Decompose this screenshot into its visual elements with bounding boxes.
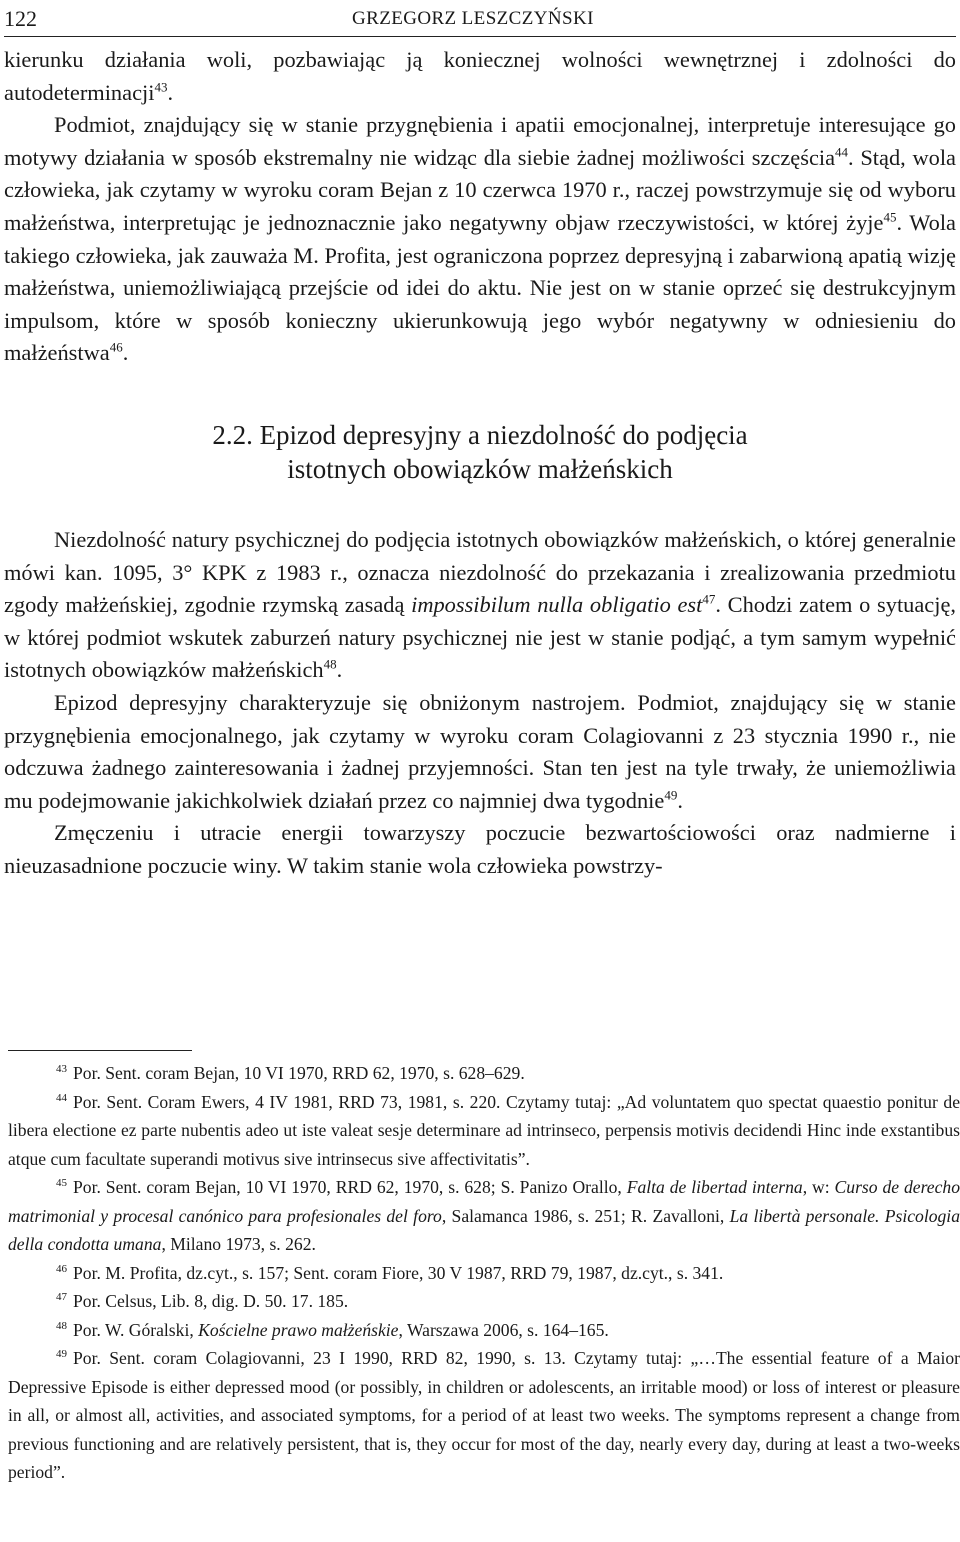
paragraph-text: . xyxy=(677,787,683,813)
latin-maxim: impossibilum nulla obligatio est xyxy=(411,592,703,618)
running-header xyxy=(4,6,956,32)
paragraph-5 xyxy=(4,817,956,882)
paragraph-2 xyxy=(4,109,956,370)
footnote-number: 45 xyxy=(56,1177,67,1190)
footnote-number: 48 xyxy=(56,1319,67,1332)
footnote-number: 49 xyxy=(56,1348,67,1361)
book-title: Falta de libertad interna xyxy=(626,1177,803,1197)
footnote-47 xyxy=(8,1287,960,1316)
footnote-number: 44 xyxy=(56,1091,67,1104)
paragraph-text: Niezdolność natury psychicznej do podjęcia istotnych obowiązków małżeńskich, o której generalnie mówi kan. 1095, 3° KPK z 1983 r., oznacza niezdolność do przekazania i zrealizowania przedmiotu zgody małżeńskiej, zgodnie rzymską zasadą xyxy=(4,526,956,618)
footnote-text: Por. Sent. coram Bejan, 10 VI 1970, RRD 62, 1970, s. 628–629. xyxy=(73,1063,525,1083)
paragraph-text: . xyxy=(167,79,174,105)
book-title: Kościelne prawo małżeńskie xyxy=(198,1319,399,1340)
paragraph-text: . Wola takiego człowieka, jak zauważa M. Profita, jest ograniczona poprzez depresyjną i zabarwioną apatią wizję małżeństwa, uniemożliwiającą przejście od idei do aktu. Nie jest on w stanie oprzeć się destrukcyjnym impulsom, które w sposób konieczny ukierunkowują jego wybór negatywny w odniesieniu do małżeństwa xyxy=(4,209,956,366)
section-heading-line-1: 2.2. Epizod depresyjny a niezdolność do podjęcia xyxy=(212,419,748,450)
paragraph-text: Podmiot, znajdujący się w stanie przygnębienia i apatii emocjonalnej, interpretuje interesujące go motywy działania w sposób ekstremalny nie widząc dla siebie żadnej możliwości szczęścia xyxy=(4,112,956,170)
paragraph-text: kierunku działania woli, pozbawiając ją koniecznej wolności wewnętrznej i zdolności do autodeterminacji xyxy=(4,47,956,105)
footnote-45 xyxy=(8,1173,960,1259)
footnote-text: Por. M. Profita, dz.cyt., s. 157; Sent. coram Fiore, 30 V 1987, RRD 79, 1987, dz.cyt., s. 341. xyxy=(73,1262,724,1283)
footnotes xyxy=(8,1059,960,1487)
footnote-text: Por. W. Góralski, xyxy=(73,1319,199,1340)
footnote-43 xyxy=(8,1059,960,1088)
footnote-text: , Salamanca 1986, s. 251; R. Zavalloni, xyxy=(441,1205,730,1226)
footnote-text: Por. Sent. coram Colagiovanni, 23 I 1990, RRD 82, 1990, s. 13. Czytamy tutaj: „…The essential feature of a Maior Depressive Episode is either depressed mood (or possibly, in children or adolescents, an irritable mood) or loss of interest or pleasure in all, or almost all, activities, and associated symptoms, for a period of at least two weeks. The symptoms represent a change from previous functioning and are relatively persistent, that is, they occur for most of the day, nearly every day, during at least a two-weeks period”. xyxy=(8,1348,960,1482)
footnote-ref-49[interactable]: 49 xyxy=(664,787,678,803)
paragraph-text: . Chodzi zatem o sytuację, w której podmiot wskutek zaburzeń natury psychicznej nie jest w stanie podjąć, a tym samym wypełnić istotnych obowiązków małżeńskich xyxy=(4,592,956,683)
footnote-49 xyxy=(8,1344,960,1487)
footnote-text: Por. Celsus, Lib. 8, dig. D. 50. 17. 185. xyxy=(73,1291,349,1311)
footnote-ref-44[interactable]: 44 xyxy=(835,144,849,160)
footnote-ref-45[interactable]: 45 xyxy=(883,209,897,225)
footnote-text: Por. Sent. coram Bejan, 10 VI 1970, RRD 62, 1970, s. 628; S. Panizo Orallo, xyxy=(73,1177,627,1197)
footnote-text: Por. Sent. Coram Ewers, 4 IV 1981, RRD 73, 1981, s. 220. Czytamy tutaj: „Ad voluntatem quo spectat quaestio ponitur de libera electione ez parte nubentis adeo ut iste valeat sesje determinare ad intrinseco, perpensis motivis decidendi Hinc inde exstantibus atque cum facultate superandi motivus sive intrinsecus sive affectivitatis”. xyxy=(8,1091,960,1169)
paragraph-text: . xyxy=(336,657,343,683)
footnote-ref-46[interactable]: 46 xyxy=(109,339,123,355)
paragraph-1 xyxy=(4,44,956,109)
header-rule xyxy=(4,36,956,37)
footnote-ref-48[interactable]: 48 xyxy=(323,656,337,672)
footnote-48 xyxy=(8,1316,960,1345)
footnote-text: , w: xyxy=(802,1177,835,1197)
paragraph-3 xyxy=(4,524,956,687)
section-heading xyxy=(4,418,956,486)
footnote-number: 46 xyxy=(56,1262,67,1275)
paragraph-4 xyxy=(4,687,956,817)
paragraph-text: Zmęczeniu i utracie energii towarzyszy poczucie bezwartościowości oraz nadmierne i nieuzasadnione poczucie winy. W takim stanie wola człowieka powstrzy- xyxy=(4,820,956,878)
paragraph-text: Epizod depresyjny charakteryzuje się obniżonym nastrojem. Podmiot, znajdujący się w stanie przygnębienia emocjonalnego, jak czytamy w wyroku coram Colagiovanni z 23 stycznia 1990 r., nie odczuwa żadnego zainteresowania i żadnej przyjemności. Stan ten jest na tyle trwały, że uniemożliwia mu podejmowanie jakichkolwiek działań przez co najmniej dwa tygodnie xyxy=(4,689,956,813)
book-title: La libertà personale. Psicologia della condotta umana xyxy=(8,1205,960,1254)
main-text xyxy=(4,44,956,882)
footnote-separator xyxy=(8,1050,192,1051)
footnote-text: , Warszawa 2006, s. 164–165. xyxy=(398,1319,609,1340)
section-heading-line-2: istotnych obowiązków małżeńskich xyxy=(287,453,673,484)
footnote-46 xyxy=(8,1259,960,1288)
book-title: Curso de derecho matrimonial y procesal canónico para profesionales del foro xyxy=(8,1177,960,1226)
footnote-44 xyxy=(8,1088,960,1174)
page-number: 122 xyxy=(4,6,37,31)
footnote-text: , Milano 1973, s. 262. xyxy=(161,1234,316,1254)
footnote-ref-43[interactable]: 43 xyxy=(154,79,168,95)
footnote-ref-47[interactable]: 47 xyxy=(702,591,716,607)
paragraph-text: . xyxy=(122,340,129,366)
footnote-number: 47 xyxy=(56,1291,67,1304)
footnote-number: 43 xyxy=(56,1063,67,1076)
running-title: GRZEGORZ LESZCZYŃSKI xyxy=(352,8,594,29)
paragraph-text: . Stąd, wola człowieka, jak czytamy w wyroku coram Bejan z 10 czerwca 1970 r., raczej powstrzymuje się od wyboru małżeństwa, interpretując je jednoznacznie jako negatywny objaw rzeczywistości, w której żyje xyxy=(4,144,956,235)
